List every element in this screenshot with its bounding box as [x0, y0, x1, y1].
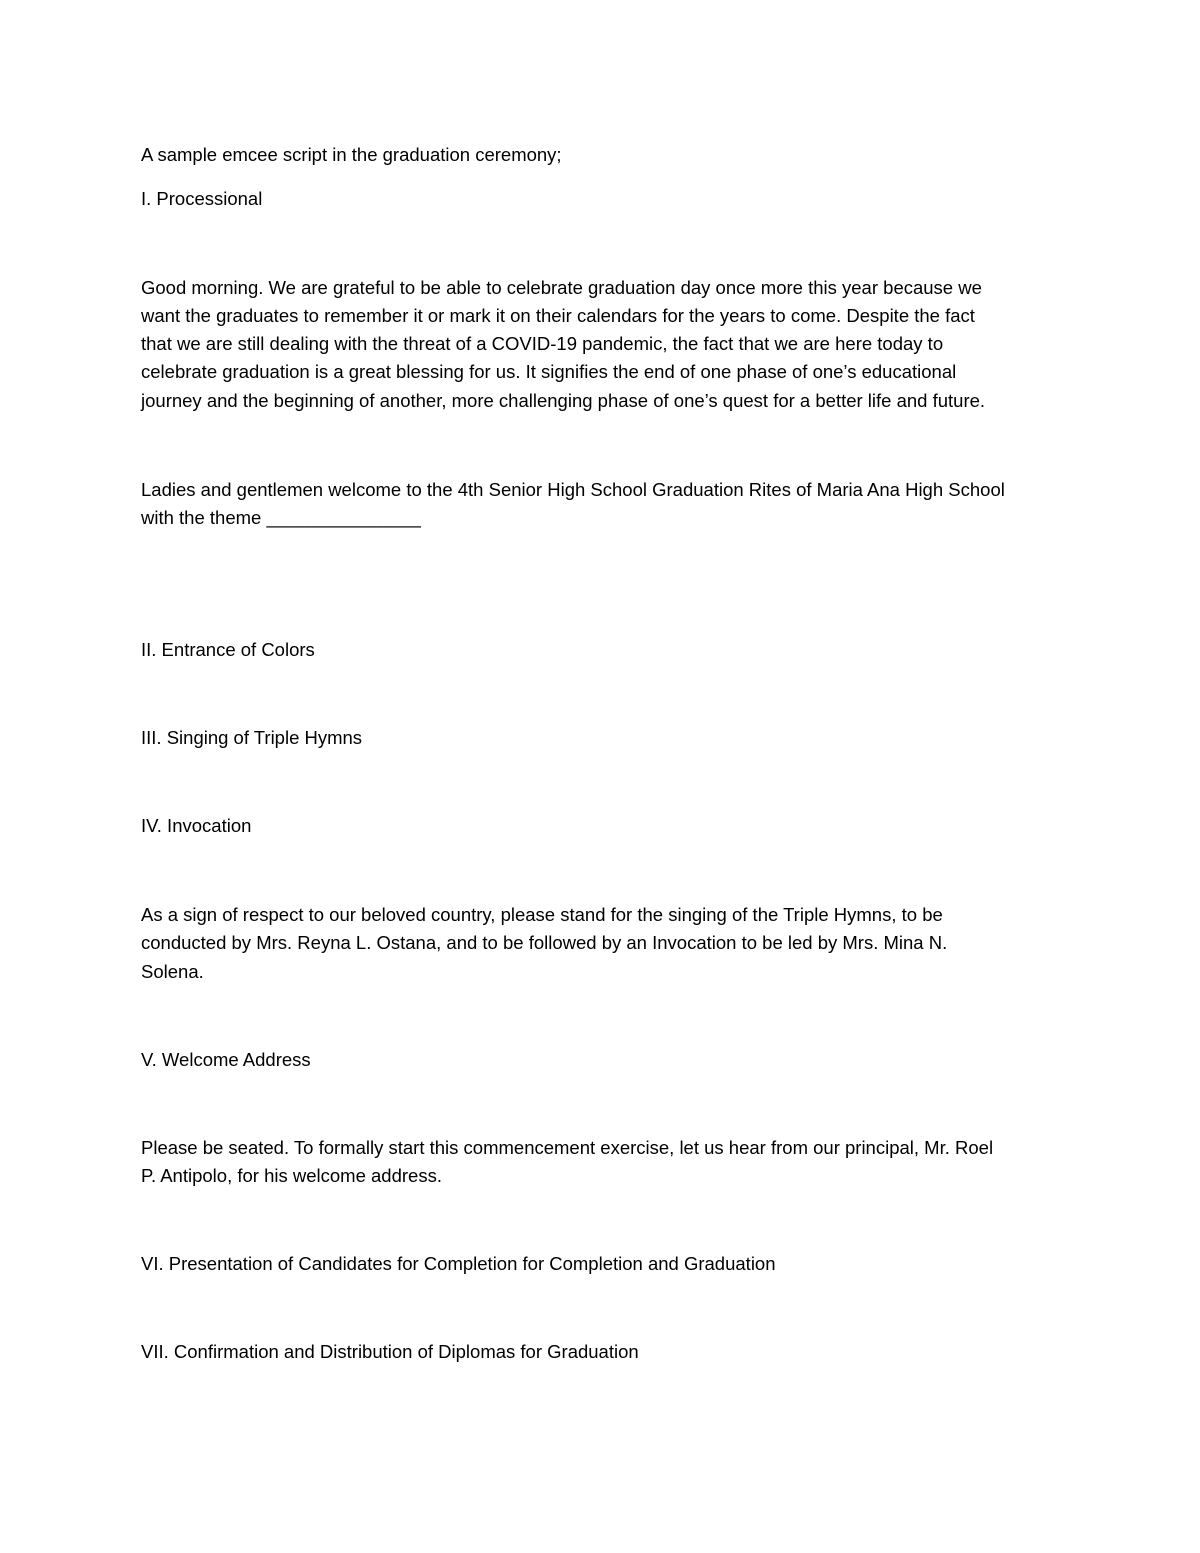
paragraph-opening-line: Good morning. We are grateful to be able to celebrate graduation day once more this year because we — [141, 277, 982, 298]
section-heading-welcome-address: V. Welcome Address — [141, 1049, 311, 1070]
section-heading-presentation-of-candidates: VI. Presentation of Candidates for Completion for Completion and Graduation — [141, 1253, 776, 1274]
section-heading-triple-hymns: III. Singing of Triple Hymns — [141, 727, 363, 748]
section-heading-processional: I. Processional — [141, 188, 263, 209]
paragraph-welcome-address-line: Please be seated. To formally start this commencement exercise, let us hear from our principal, Mr. Roel — [141, 1137, 994, 1158]
section-heading-entrance-of-colors: II. Entrance of Colors — [141, 639, 315, 660]
paragraph-opening-line: journey and the beginning of another, more challenging phase of one’s quest for a better life and future. — [141, 390, 986, 411]
paragraph-welcome-address-line: P. Antipolo, for his welcome address. — [141, 1165, 442, 1186]
paragraph-invocation-line: As a sign of respect to our beloved country, please stand for the singing of the Triple Hymns, to be — [141, 904, 943, 925]
paragraph-opening-line: that we are still dealing with the threat of a COVID-19 pandemic, the fact that we are here today to — [141, 333, 944, 354]
paragraph-invocation-line: Solena. — [141, 961, 204, 982]
paragraph-invocation-line: conducted by Mrs. Reyna L. Ostana, and to be followed by an Invocation to be led by Mrs. Mina N. — [141, 932, 948, 953]
paragraph-welcome-line: with the theme _______________ — [141, 507, 421, 528]
section-heading-distribution-of-diplomas: VII. Confirmation and Distribution of Diplomas for Graduation — [141, 1341, 639, 1362]
section-heading-invocation: IV. Invocation — [141, 815, 252, 836]
paragraph-opening-line: celebrate graduation is a great blessing for us. It signifies the end of one phase of one’s educational — [141, 361, 957, 382]
paragraph-welcome-line: Ladies and gentlemen welcome to the 4th Senior High School Graduation Rites of Maria Ana High School — [141, 479, 1005, 500]
intro-line: A sample emcee script in the graduation ceremony; — [141, 144, 562, 165]
paragraph-opening-line: want the graduates to remember it or mark it on their calendars for the years to come. Despite the fact — [141, 305, 975, 326]
